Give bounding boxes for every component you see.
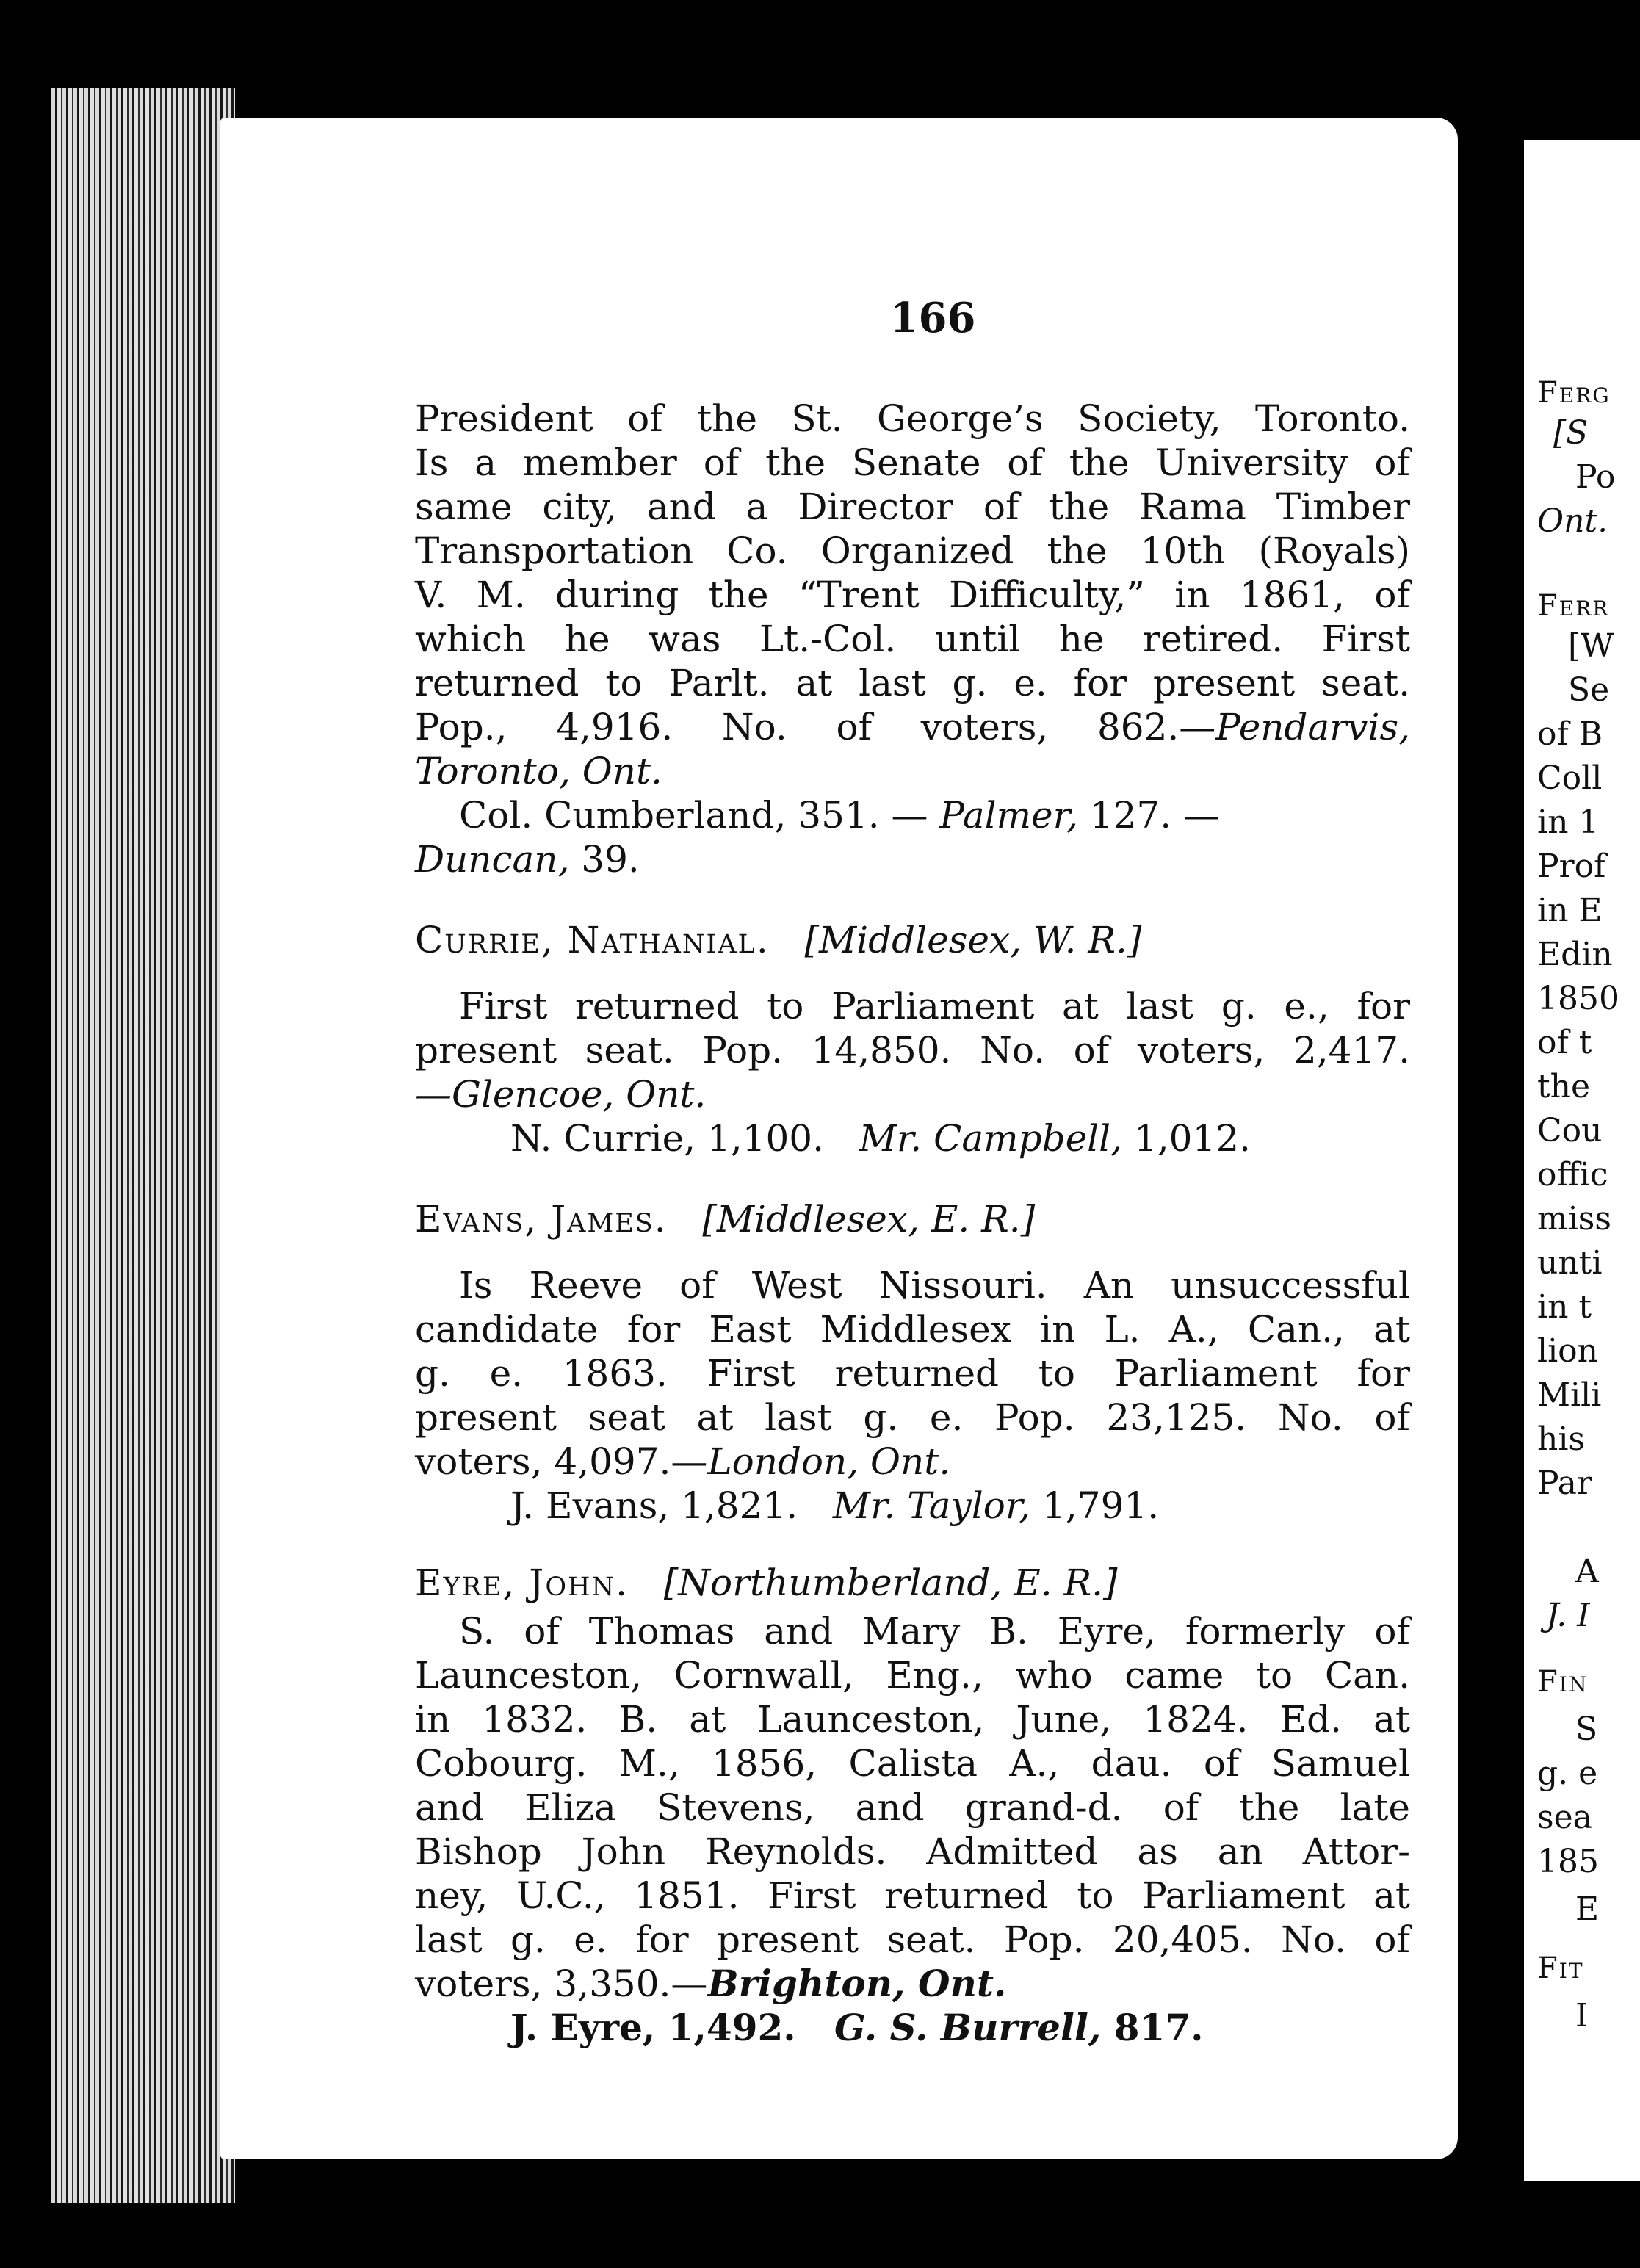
fragment-text: in E xyxy=(1537,892,1603,929)
fragment-text: his xyxy=(1537,1420,1585,1458)
results-text: J. Eyre, 1,492. xyxy=(510,2006,796,2049)
fragment-text: Se xyxy=(1568,671,1610,709)
text-line: ney, U.C., 1851. First returned to Parliament at xyxy=(415,1874,1410,1917)
member-name: Eyre, John. xyxy=(415,1561,629,1604)
fragment-text: in t xyxy=(1537,1288,1592,1326)
fragment-text: Par xyxy=(1537,1465,1592,1502)
text-line: Launceston, Cornwall, Eng., who came to Can. xyxy=(415,1654,1410,1697)
text-line xyxy=(415,1440,1410,1484)
election-results xyxy=(415,1484,1410,1528)
election-results xyxy=(415,837,1410,881)
election-results xyxy=(415,793,1410,837)
riding-name: [Middlesex, W. R.] xyxy=(804,919,1142,961)
text-line: Cobourg. M., 1856, Calista A., dau. of Samuel xyxy=(415,1742,1410,1785)
text-line: which he was Lt.-Col. until he retired. First xyxy=(415,618,1410,660)
text-line xyxy=(415,705,1410,749)
text-line: returned to Parlt. at last g. e. for present seat. xyxy=(415,662,1410,704)
text-line: S. of Thomas and Mary B. Eyre, formerly of xyxy=(459,1610,1410,1653)
text-line: g. e. 1863. First returned to Parliament for xyxy=(415,1352,1410,1395)
text-line: in 1832. B. at Launceston, June, 1824. Ed. at xyxy=(415,1698,1410,1741)
fragment-text: Ferr xyxy=(1537,589,1610,623)
fragment-text: Mili xyxy=(1537,1376,1602,1414)
candidate-name: Mr. Campbell, xyxy=(859,1117,1123,1160)
address-line: —Glencoe, Ont. xyxy=(415,1073,707,1116)
results-text: J. Evans, 1,821. xyxy=(510,1484,798,1527)
results-text: 39. xyxy=(569,838,640,881)
address-text: London, Ont. xyxy=(707,1440,951,1483)
entry-continuation xyxy=(415,397,1410,881)
right-page-fragment xyxy=(1524,140,1640,2181)
fragment-text: Po xyxy=(1575,458,1616,496)
address-line: Toronto, Ont. xyxy=(415,750,662,792)
fragment-text: S xyxy=(1575,1711,1598,1748)
election-results xyxy=(415,1116,1410,1160)
text-line: present seat at last g. e. Pop. 23,125. No. of xyxy=(415,1396,1410,1439)
entry-heading xyxy=(415,1197,1410,1241)
results-text: 1,791. xyxy=(1030,1484,1160,1527)
text-line: First returned to Parliament at last g. e., for xyxy=(459,985,1410,1028)
results-text: 127. — xyxy=(1077,794,1221,837)
entry-heading xyxy=(415,918,1410,962)
text-fragment: voters, 3,350.— xyxy=(415,1962,708,2005)
text-line: present seat. Pop. 14,850. No. of voters, 2,417. xyxy=(415,1029,1410,1072)
candidate-name: Palmer, xyxy=(939,794,1078,837)
fragment-text: Prof xyxy=(1537,848,1606,885)
member-name: Currie, Nathanial. xyxy=(415,919,770,961)
results-text: N. Currie, 1,100. xyxy=(510,1117,825,1160)
text-line: and Eliza Stevens, and grand-d. of the late xyxy=(415,1786,1410,1829)
fragment-text: of B xyxy=(1537,715,1603,753)
book-page-edges xyxy=(51,88,235,2203)
text-fragment: voters, 4,097.— xyxy=(415,1440,708,1483)
text-line: same city, and a Director of the Rama Timber xyxy=(415,485,1410,528)
fragment-text: Ferg xyxy=(1537,376,1611,410)
candidate-name: Mr. Taylor, xyxy=(832,1484,1031,1527)
text-line xyxy=(415,1962,1410,2006)
text-line: President of the St. George’s Society, Toronto. xyxy=(415,397,1410,440)
entry-evans xyxy=(415,1197,1410,1528)
riding-name: [Northumberland, E. R.] xyxy=(663,1561,1118,1604)
results-text: 817. xyxy=(1101,2006,1204,2049)
entry-currie xyxy=(415,918,1410,1160)
riding-name: [Middlesex, E. R.] xyxy=(702,1198,1036,1240)
entry-heading xyxy=(415,1561,1410,1605)
fragment-text: [S xyxy=(1553,414,1589,452)
fragment-text: offic xyxy=(1537,1156,1608,1193)
fragment-text: of t xyxy=(1537,1024,1592,1061)
text-line: candidate for East Middlesex in L. A., Can., at xyxy=(415,1308,1410,1351)
fragment-text: 1850 xyxy=(1537,980,1619,1017)
fragment-text: [W xyxy=(1568,627,1614,665)
fragment-text: miss xyxy=(1537,1200,1611,1238)
text-line: Is Reeve of West Nissouri. An unsuccessful xyxy=(459,1264,1410,1307)
candidate-name: Duncan, xyxy=(415,838,570,881)
text-line: last g. e. for present seat. Pop. 20,405. No. of xyxy=(415,1918,1410,1961)
fragment-text: g. e xyxy=(1537,1755,1598,1792)
fragment-text: 185 xyxy=(1537,1843,1599,1880)
results-text: 1,012. xyxy=(1122,1117,1251,1160)
candidate-name: G. S. Burrell, xyxy=(834,2006,1102,2049)
fragment-text: the xyxy=(1537,1068,1591,1105)
fragment-text: lion xyxy=(1537,1332,1598,1370)
fragment-text: I xyxy=(1575,1997,1589,2034)
text-line: Is a member of the Senate of the University of xyxy=(415,441,1410,484)
text-line: Bishop John Reynolds. Admitted as an Attor- xyxy=(415,1830,1410,1873)
fragment-text: Ont. xyxy=(1537,502,1608,540)
text-line: Transportation Co. Organized the 10th (Royals) xyxy=(415,530,1410,572)
results-text: Col. Cumberland, 351. — xyxy=(459,794,940,837)
fragment-text: E xyxy=(1575,1890,1600,1928)
fragment-text: Fit xyxy=(1537,1951,1584,1985)
fragment-text: Edin xyxy=(1537,936,1613,973)
fragment-text: sea xyxy=(1537,1799,1592,1836)
fragment-text: Fin xyxy=(1537,1665,1589,1699)
fragment-text: Coll xyxy=(1537,759,1603,797)
address-text: Brighton, Ont. xyxy=(707,1962,1007,2005)
fragment-text: in 1 xyxy=(1537,803,1600,841)
address-text: Pendarvis, xyxy=(1215,706,1410,748)
text-fragment: Pop., 4,916. No. of voters, 862.— xyxy=(415,706,1216,748)
election-results xyxy=(415,2006,1410,2050)
member-name: Evans, James. xyxy=(415,1198,668,1240)
fragment-text: Cou xyxy=(1537,1112,1603,1149)
text-line: V. M. during the “Trent Difficulty,” in 1861, of xyxy=(415,574,1410,616)
fragment-text: unti xyxy=(1537,1244,1603,1282)
fragment-text: J. I xyxy=(1546,1597,1590,1634)
entry-eyre xyxy=(415,1561,1410,2050)
fragment-text: A xyxy=(1575,1553,1599,1590)
page-number: 166 xyxy=(889,294,976,342)
